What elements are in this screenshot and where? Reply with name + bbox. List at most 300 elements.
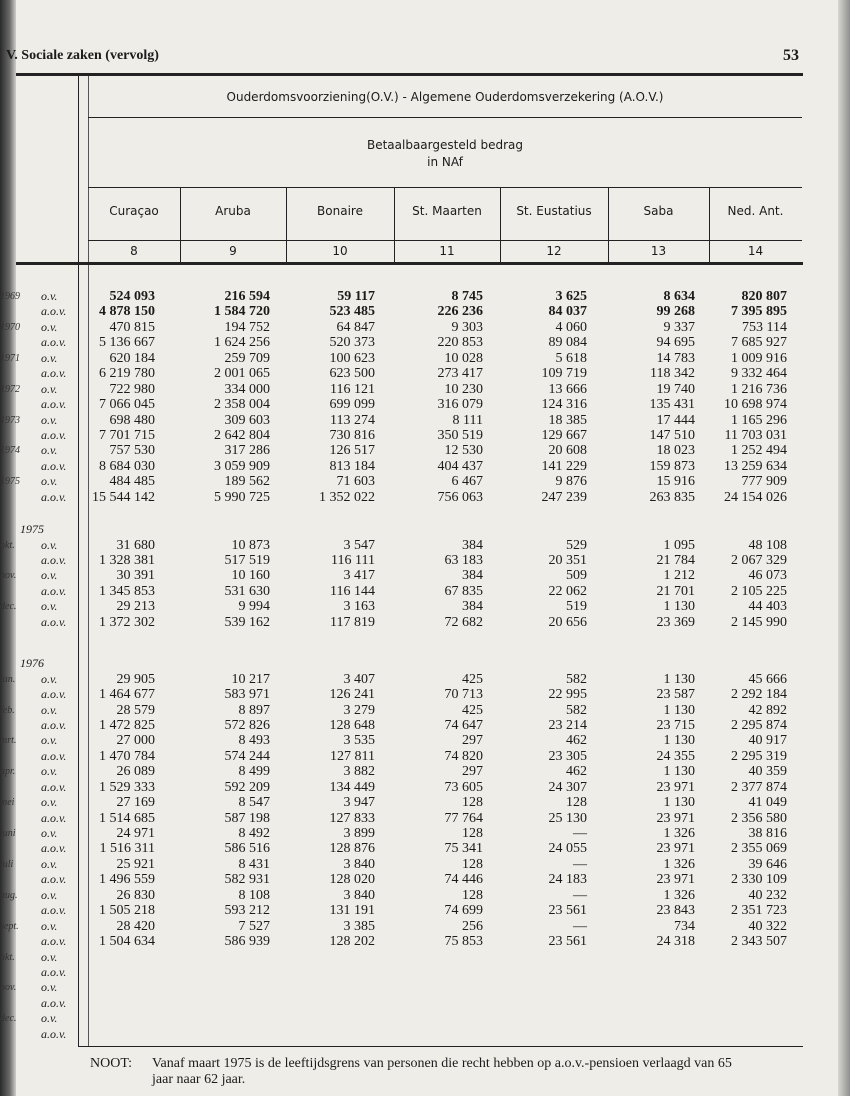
year-label — [0, 903, 18, 918]
year-label — [0, 749, 18, 764]
cell-value: 26 830 — [116, 887, 155, 903]
table-row — [0, 841, 800, 856]
cell-value: 1 505 218 — [99, 903, 155, 919]
cell-value — [78, 996, 155, 1011]
cell-value: 20 608 — [548, 443, 587, 459]
cell-value: 574 244 — [224, 748, 270, 764]
cell-value: 3 535 — [343, 733, 375, 749]
section-gap — [0, 505, 800, 522]
cell-value: 194 752 — [224, 319, 270, 335]
cell-value: 1 529 333 — [99, 779, 155, 795]
column-divider — [180, 188, 181, 262]
year-label — [0, 397, 18, 412]
row-type: a.o.v. — [41, 614, 67, 629]
cell-value: 263 835 — [649, 489, 695, 505]
cell-value: 334 000 — [224, 381, 270, 397]
row-type: o.v. — [41, 795, 58, 810]
cell-value: 6 467 — [451, 474, 483, 490]
cell-value: 4 878 150 — [99, 304, 155, 320]
column-header: Saba — [643, 204, 674, 218]
cell-value: 1 372 302 — [99, 614, 155, 630]
table-bottom-rule — [78, 1046, 803, 1047]
cell-value: 134 449 — [329, 779, 375, 795]
cell-value: 3 882 — [343, 764, 375, 780]
cell-value: 116 111 — [331, 553, 375, 568]
cell-value: 29 905 — [116, 671, 155, 687]
column-header: Bonaire — [317, 204, 363, 218]
year-label: dec. — [0, 1013, 17, 1025]
row-type: o.v. — [41, 856, 58, 871]
cell-value: 23 971 — [656, 810, 695, 826]
year-label: 1971 — [0, 352, 20, 364]
row-type: o.v. — [41, 887, 58, 902]
cell-value: 425 — [462, 671, 483, 687]
cell-value — [78, 980, 155, 995]
cell-value: 820 807 — [741, 289, 787, 304]
cell-value — [483, 996, 587, 1011]
cell-value: 159 873 — [649, 458, 695, 474]
cell-value: 592 209 — [224, 779, 270, 795]
year-label: nov. — [0, 982, 17, 994]
section-gap — [0, 630, 800, 656]
cell-value: 22 995 — [548, 687, 587, 703]
column-header: Ned. Ant. — [727, 204, 784, 218]
cell-value: 1 514 685 — [99, 810, 155, 826]
year-label: 1973 — [0, 414, 20, 426]
cell-value: 89 084 — [548, 335, 587, 351]
cell-value: 18 023 — [656, 443, 695, 459]
table-row — [0, 965, 800, 980]
table-row — [0, 733, 800, 748]
cell-value: 11 703 031 — [724, 427, 787, 443]
cell-value: 15 544 142 — [92, 489, 155, 505]
cell-value: 26 089 — [116, 764, 155, 780]
cell-value: 70 713 — [444, 687, 483, 703]
column-number: 8 — [130, 244, 138, 258]
cell-value: 14 783 — [656, 350, 695, 366]
cell-value: 722 980 — [109, 381, 155, 397]
year-label: 1969 — [0, 291, 20, 302]
cell-value: 586 516 — [224, 841, 270, 857]
cell-value: 3 279 — [343, 702, 375, 718]
header-rule — [88, 117, 802, 118]
cell-value: 777 909 — [741, 474, 787, 490]
cell-value: 46 073 — [748, 568, 787, 584]
row-type: a.o.v. — [41, 553, 67, 567]
cell-value: 3 163 — [343, 599, 375, 615]
cell-value — [587, 996, 695, 1011]
year-label: 1975 — [0, 476, 20, 488]
table-row — [0, 599, 800, 614]
cell-value: 470 815 — [109, 319, 155, 335]
table-row — [0, 1011, 800, 1026]
year-label — [0, 615, 18, 630]
cell-value: 109 719 — [541, 366, 587, 382]
table-row — [0, 366, 800, 381]
row-type: o.v. — [41, 412, 58, 427]
cell-value: 226 236 — [437, 304, 483, 320]
cell-value: 74 820 — [444, 748, 483, 764]
cell-value: 27 169 — [116, 795, 155, 811]
cell-value: 2 295 319 — [731, 748, 787, 764]
cell-value: 126 241 — [329, 687, 375, 703]
row-type: a.o.v. — [41, 304, 67, 319]
cell-value: 63 183 — [444, 553, 483, 568]
row-type: a.o.v. — [41, 934, 67, 949]
cell-value: 28 579 — [116, 702, 155, 718]
cell-value: 24 055 — [548, 841, 587, 857]
cell-value — [78, 1027, 155, 1042]
table-row — [0, 718, 800, 733]
cell-value: 620 184 — [109, 350, 155, 366]
year-label — [0, 780, 18, 795]
table-body — [0, 289, 800, 1042]
cell-value: 2 292 184 — [731, 687, 787, 703]
cell-value — [587, 1011, 695, 1026]
table-row — [0, 615, 800, 630]
cell-value: 509 — [566, 568, 587, 584]
row-type: a.o.v. — [41, 397, 67, 412]
cell-value — [587, 980, 695, 995]
cell-value: 593 212 — [224, 903, 270, 919]
cell-value: 7 685 927 — [731, 335, 787, 351]
page-edge — [838, 0, 850, 1096]
cell-value: 116 121 — [330, 381, 375, 397]
year-label: 1974 — [0, 445, 20, 457]
table-row — [0, 749, 800, 764]
section-year: 1976 — [20, 656, 44, 671]
cell-value: 5 990 725 — [214, 489, 270, 505]
cell-value — [483, 1011, 587, 1026]
row-type: a.o.v. — [41, 841, 67, 856]
header-rule — [88, 240, 802, 241]
cell-value: 25 921 — [116, 856, 155, 872]
cell-value — [155, 1011, 270, 1026]
table-title: Ouderdomsvoorziening(O.V.) - Algemene Ouderdomsverzekering (A.O.V.) — [226, 90, 664, 104]
year-label: 1972 — [0, 383, 20, 395]
table-row — [0, 474, 800, 489]
cell-value — [78, 950, 155, 965]
cell-value: 4 060 — [555, 319, 587, 335]
cell-value: 13 259 634 — [724, 458, 787, 474]
cell-value: 2 067 329 — [731, 553, 787, 568]
cell-value: 462 — [566, 733, 587, 749]
cell-value: 1 130 — [663, 733, 695, 749]
year-label — [0, 366, 18, 381]
cell-value: 8 634 — [663, 289, 695, 304]
column-number: 12 — [546, 244, 562, 258]
column-divider — [286, 188, 287, 262]
cell-value: 128 876 — [329, 841, 375, 857]
cell-value: 128 — [462, 856, 483, 872]
cell-value: 67 835 — [444, 583, 483, 599]
cell-value: 297 — [462, 764, 483, 780]
cell-value: 2 642 804 — [214, 427, 270, 443]
cell-value: 247 239 — [541, 489, 587, 505]
header-rule — [88, 187, 802, 188]
table-row — [0, 382, 800, 397]
row-type: a.o.v. — [41, 1026, 67, 1041]
table-row — [0, 996, 800, 1011]
cell-value: 517 519 — [224, 553, 270, 568]
cell-value: 23 214 — [548, 717, 587, 733]
row-type: a.o.v. — [41, 583, 67, 598]
row-type: o.v. — [41, 764, 58, 779]
cell-value: 74 647 — [444, 717, 483, 733]
cell-value: 1 130 — [663, 599, 695, 615]
row-type: a.o.v. — [41, 366, 67, 381]
cell-value: 730 816 — [329, 427, 375, 443]
table-row — [0, 826, 800, 841]
cell-value: 128 — [462, 826, 483, 841]
cell-value: 3 840 — [343, 887, 375, 903]
cell-value: 6 219 780 — [99, 366, 155, 382]
cell-value: 71 603 — [336, 474, 375, 490]
cell-value: 147 510 — [649, 427, 695, 443]
row-type: o.v. — [41, 733, 58, 748]
cell-value: 38 816 — [748, 826, 787, 841]
cell-value: 753 114 — [742, 319, 787, 335]
cell-value: 22 062 — [548, 583, 587, 599]
table-row — [0, 304, 800, 319]
cell-value: 7 701 715 — [99, 427, 155, 443]
row-type: o.v. — [41, 443, 58, 458]
cell-value: 135 431 — [649, 397, 695, 413]
table-row — [0, 872, 800, 887]
cell-value: 8 499 — [238, 764, 270, 780]
cell-value: 1 130 — [663, 671, 695, 687]
cell-value: 699 099 — [329, 397, 375, 413]
row-type: a.o.v. — [41, 335, 67, 350]
cell-value — [587, 965, 695, 980]
row-type: o.v. — [41, 918, 58, 933]
cell-value: 24 154 026 — [724, 489, 787, 505]
table-row — [0, 672, 800, 687]
table-row — [0, 934, 800, 949]
year-label — [0, 490, 18, 505]
row-type: o.v. — [41, 289, 58, 303]
cell-value: 572 826 — [224, 717, 270, 733]
cell-value: 23 971 — [656, 872, 695, 888]
year-label: 1970 — [0, 321, 20, 333]
table-row — [0, 903, 800, 918]
cell-value: 31 680 — [116, 537, 155, 553]
year-label — [0, 934, 18, 949]
cell-value: 484 485 — [109, 474, 155, 490]
column-number: 11 — [439, 244, 455, 258]
year-label — [0, 965, 18, 980]
cell-value: 1 624 256 — [214, 335, 270, 351]
row-type: a.o.v. — [41, 964, 67, 979]
cell-value: 126 517 — [329, 443, 375, 459]
year-label — [0, 335, 18, 350]
top-rule — [16, 73, 803, 76]
cell-value — [155, 980, 270, 995]
cell-value: 3 407 — [343, 671, 375, 687]
cell-value: 73 605 — [444, 779, 483, 795]
cell-value — [375, 950, 483, 965]
cell-value: 23 587 — [656, 687, 695, 703]
cell-value: 24 971 — [116, 826, 155, 841]
cell-value: 2 105 225 — [731, 583, 787, 599]
table-row — [0, 1027, 800, 1042]
cell-value: 1 326 — [663, 856, 695, 872]
column-divider — [500, 188, 501, 262]
table-row — [0, 795, 800, 810]
year-label — [0, 553, 18, 568]
cell-value — [483, 1027, 587, 1042]
running-head: V. Sociale zaken (vervolg) — [6, 48, 159, 63]
year-label — [0, 687, 18, 702]
cell-value: — — [573, 918, 587, 934]
table-row — [0, 888, 800, 903]
year-label — [0, 304, 18, 319]
cell-value: 44 403 — [748, 599, 787, 615]
cell-value: 74 446 — [444, 872, 483, 888]
cell-value: 1 345 853 — [99, 583, 155, 599]
cell-value: 8 111 — [452, 412, 483, 428]
year-label: mrt. — [0, 735, 17, 747]
cell-value: 75 853 — [444, 934, 483, 950]
cell-value: 3 547 — [343, 537, 375, 553]
cell-value: 425 — [462, 702, 483, 718]
cell-value: 40 359 — [748, 764, 787, 780]
column-divider — [709, 188, 710, 262]
row-type: a.o.v. — [41, 427, 67, 442]
cell-value — [78, 965, 155, 980]
cell-value: 2 330 109 — [731, 872, 787, 888]
cell-value: — — [573, 826, 587, 841]
cell-value — [587, 1027, 695, 1042]
cell-value: 523 485 — [329, 304, 375, 320]
cell-value: 520 373 — [329, 335, 375, 351]
cell-value: 813 184 — [329, 458, 375, 474]
cell-value: 7 395 895 — [731, 304, 787, 320]
cell-value: 3 059 909 — [214, 458, 270, 474]
cell-value: 539 162 — [224, 614, 270, 630]
cell-value — [270, 980, 375, 995]
cell-value: 9 876 — [555, 474, 587, 490]
cell-value — [375, 1027, 483, 1042]
cell-value: 524 093 — [109, 289, 155, 304]
cell-value: 2 343 507 — [731, 934, 787, 950]
cell-value: 1 252 494 — [731, 443, 787, 459]
cell-value: 118 342 — [650, 366, 695, 382]
cell-value: 1 464 677 — [99, 687, 155, 703]
table-row — [0, 397, 800, 412]
cell-value: 297 — [462, 733, 483, 749]
cell-value: 587 198 — [224, 810, 270, 826]
table-row — [0, 919, 800, 934]
cell-value: 10 873 — [231, 537, 270, 553]
cell-value — [483, 965, 587, 980]
year-label: nov. — [0, 570, 17, 582]
year-label: apr. — [0, 766, 16, 778]
cell-value: 462 — [566, 764, 587, 780]
table-row — [0, 857, 800, 872]
cell-value: 39 646 — [748, 856, 787, 872]
column-number: 10 — [332, 244, 348, 258]
cell-value: 3 417 — [343, 568, 375, 584]
row-type: o.v. — [41, 537, 58, 552]
cell-value: 317 286 — [224, 443, 270, 459]
cell-value — [695, 965, 787, 980]
cell-value: 1 095 — [663, 537, 695, 553]
cell-value: 23 971 — [656, 841, 695, 857]
cell-value: 48 108 — [748, 537, 787, 553]
cell-value: 45 666 — [748, 671, 787, 687]
cell-value: 583 971 — [224, 687, 270, 703]
cell-value: 1 009 916 — [731, 350, 787, 366]
cell-value: 316 079 — [437, 397, 483, 413]
cell-value: 10 230 — [444, 381, 483, 397]
cell-value: 12 530 — [444, 443, 483, 459]
cell-value: 74 699 — [444, 903, 483, 919]
year-label: jan. — [0, 673, 16, 685]
cell-value: 1 352 022 — [319, 489, 375, 505]
table-subtitle — [88, 137, 802, 171]
cell-value: 519 — [566, 599, 587, 615]
cell-value: 8 745 — [451, 289, 483, 304]
row-type: a.o.v. — [41, 903, 67, 918]
cell-value: 20 656 — [548, 614, 587, 630]
cell-value: 2 377 874 — [731, 779, 787, 795]
table-row — [0, 568, 800, 583]
cell-value — [695, 1027, 787, 1042]
cell-value: 309 603 — [224, 412, 270, 428]
year-label: juli — [0, 858, 14, 870]
table-row — [0, 538, 800, 553]
column-header: St. Maarten — [412, 204, 482, 218]
cell-value: 404 437 — [437, 458, 483, 474]
year-label — [0, 459, 18, 474]
cell-value: 127 811 — [330, 748, 375, 764]
cell-value: 128 648 — [329, 717, 375, 733]
cell-value: 64 847 — [336, 319, 375, 335]
cell-value: 13 666 — [548, 381, 587, 397]
cell-value: 75 341 — [444, 841, 483, 857]
cell-value: — — [573, 856, 587, 872]
cell-value: 1 130 — [663, 795, 695, 811]
cell-value: 25 130 — [548, 810, 587, 826]
cell-value: 273 417 — [437, 366, 483, 382]
cell-value: 529 — [566, 537, 587, 553]
cell-value: 129 667 — [541, 427, 587, 443]
cell-value: 8 547 — [238, 795, 270, 811]
cell-value: 1 328 381 — [99, 553, 155, 568]
cell-value: 189 562 — [224, 474, 270, 490]
cell-value: 28 420 — [116, 918, 155, 934]
cell-value: 113 274 — [330, 412, 375, 428]
cell-value: 19 740 — [656, 381, 695, 397]
row-type: o.v. — [41, 474, 58, 489]
cell-value: 384 — [462, 599, 483, 615]
column-header: St. Eustatius — [516, 204, 592, 218]
year-label: mei — [0, 797, 15, 809]
table-row — [0, 490, 800, 505]
cell-value: 24 318 — [656, 934, 695, 950]
cell-value: 128 202 — [329, 934, 375, 950]
table-row — [0, 764, 800, 779]
cell-value: 216 594 — [224, 289, 270, 304]
row-type: a.o.v. — [41, 489, 67, 504]
year-label: sept. — [0, 920, 19, 932]
cell-value: 128 020 — [329, 872, 375, 888]
row-type: o.v. — [41, 381, 58, 396]
year-label — [0, 872, 18, 887]
cell-value: 3 899 — [343, 826, 375, 841]
cell-value: 128 — [462, 887, 483, 903]
